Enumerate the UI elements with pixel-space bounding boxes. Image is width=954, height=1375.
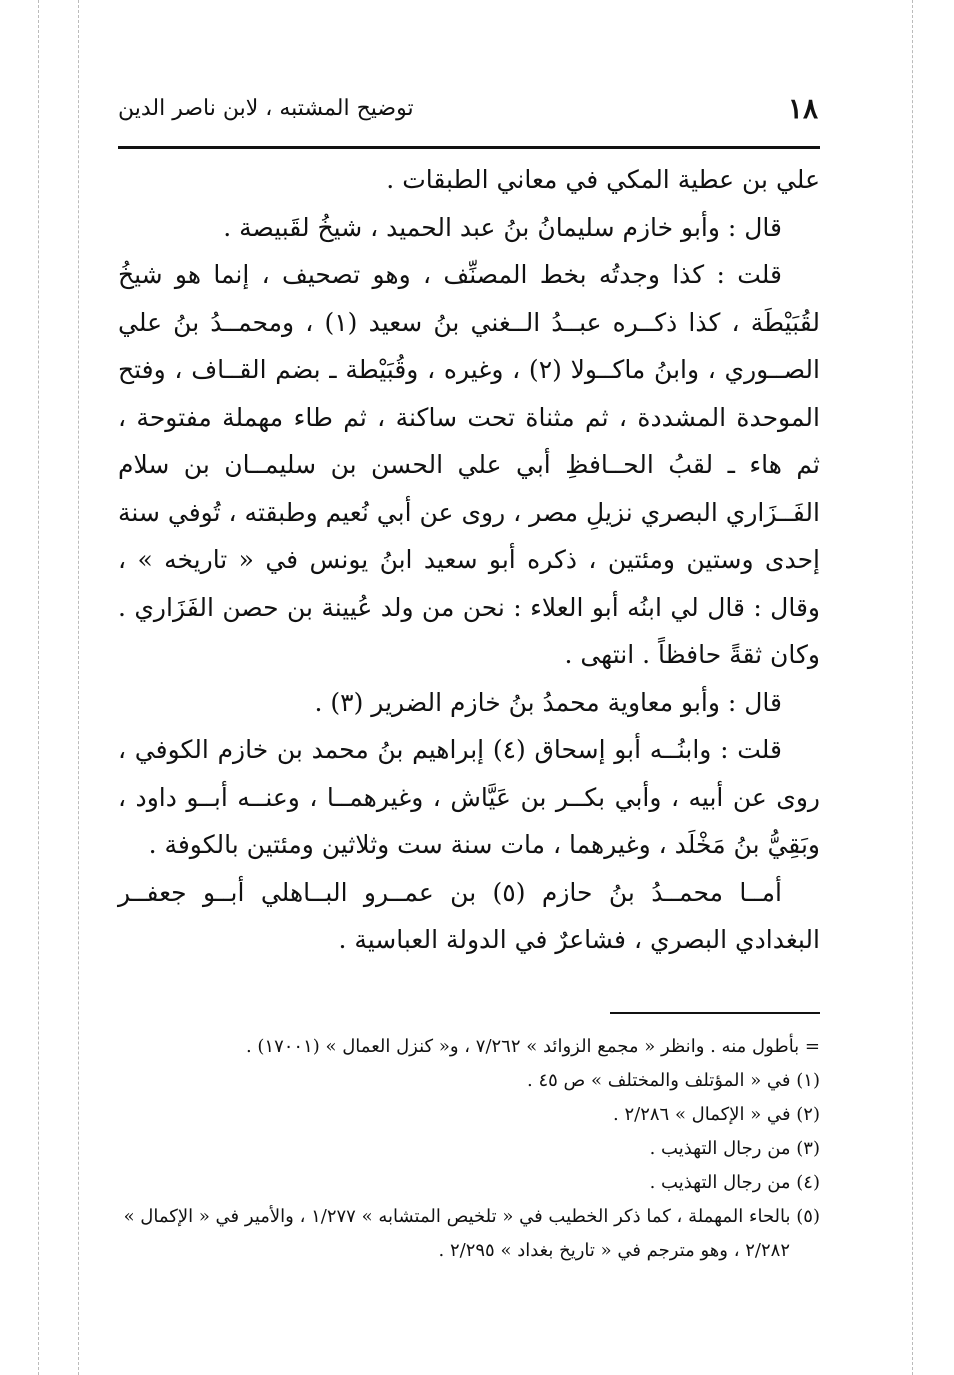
footnote: (٤) من رجال التهذيب .	[649, 1172, 820, 1193]
scan-margin-line	[912, 0, 913, 1375]
paragraph: علي بن عطية المكي في معاني الطبقات .	[386, 165, 820, 194]
header-rule	[118, 146, 820, 149]
footnotes	[118, 1030, 820, 1268]
paragraph: قلت : كذا وجدتُه بخط المصنِّف ، وهو تصحيف ، إنما هو شيخُ لقُبَيْطَة ، كذا ذكــره عبــدُ الــغني بنُ سعيد (١) ، ومحمــدُ بنُ علي الصــوري ، وابنُ ماكــولا (٢) ، وغيره ، وقُبَيْطة ـ بضم القــاف ، وفتح الموحدة المشددة ، ثم مثناة تحت ساكنة ، ثم طاء مهملة مفتوحة ، ثم هاء ـ لقبُ الحــافظِ أبي علي الحسن بن سليمــان بن سلام الفَــزَاري البصري نزيلِ مصر ، روى عن أبي نُعيم وطبقته ، تُوفي سنة إحدى وستين ومئتين ، ذكره أبو سعيد ابنُ يونس في « تاريخه » ، وقال : قال لي ابنُه أبو العلاء : نحن من ولد عُيينة بن حصن الفَزَاري . وكان ثقةً حافظاً . انتهى .	[118, 260, 820, 669]
page-header	[118, 86, 818, 136]
paragraph: قال : وأبو خازم سليمانُ بنُ عبد الحميد ، شيخُ لقَبيصة .	[223, 212, 782, 242]
scan-margin-line	[78, 0, 79, 1375]
footnote: (١) في « المؤتلف والمختلف » ص ٤٥ .	[527, 1070, 820, 1091]
footnote: (٣) من رجال التهذيب .	[649, 1138, 820, 1159]
main-text	[118, 156, 820, 964]
paragraph: قال : وأبو معاوية محمدُ بنُ خازم الضرير (٣) .	[314, 687, 782, 717]
footnote: (٢) في « الإكمال » ٢/٢٨٦ .	[613, 1104, 820, 1125]
footnote-separator	[610, 1012, 820, 1014]
footnote: = بأطول منه . وانظر « مجمع الزوائد » ٧/٢٦٢ ، و« كنزل العمال » (١٧٠٠١) .	[245, 1036, 820, 1057]
running-title: توضيح المشتبه ، لابن ناصر الدين	[118, 96, 414, 121]
paragraph: قلت : وابنُــه أبو إسحاق (٤) إبراهيم بنُ محمد بن خازم الكوفي ، روى عن أبيه ، وأبي بكــر بن عَيَّاش ، وغيرهمــا ، وعنــه أبــو داود ، وبَقِيُّ بنُ مَخْلَد ، وغيرهما ، مات سنة ست وثلاثين ومئتين بالكوفة .	[118, 735, 820, 859]
scan-margin-line	[38, 0, 39, 1375]
page-number: ١٨	[787, 92, 818, 125]
paragraph: أمــا محمــدُ بنُ حازم (٥) بن عمــرو البــاهلي أبــو جعفــر البغدادي البصري ، فشاعرٌ في الدولة العباسية .	[118, 877, 820, 954]
footnote-continuation: ٢/٢٨٢ ، وهو مترجم في « تاريخ بغداد » ٢/٢٩٥ .	[438, 1240, 790, 1261]
footnote: (٥) بالحاء المهملة ، كما ذكر الخطيب في « تلخيص المتشابه » ١/٢٧٧ ، والأمير في « الإكمال »	[123, 1206, 820, 1227]
